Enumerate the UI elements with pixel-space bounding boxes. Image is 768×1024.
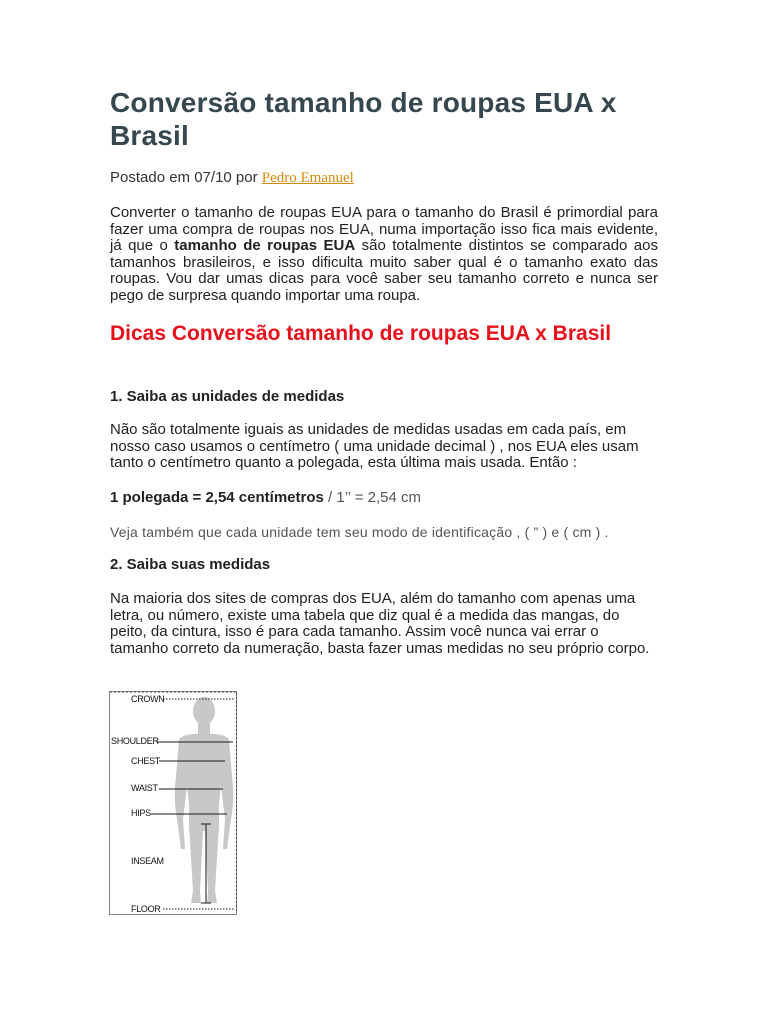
intro-text-2: são totalmente distintos se comparado aos tamanhos brasileiros, e isso dificulta muito saber qual é o tamanho exato das roupas. Vou dar umas dicas para você saber seu tamanho correto e nunca ser pego de surpresa quando importar uma roupa. [110,237,658,304]
conversion-formula [110,489,421,507]
author-link[interactable]: Pedro Emanuel [261,170,354,186]
unit-note: Veja também que cada unidade tem seu modo de identificação , ( ” ) e ( cm ) . [110,524,609,540]
step1-paragraph: Não são totalmente iguais as unidades de medidas usadas em cada país, em nosso caso usamos o centímetro ( uma unidade decimal ) , nos EUA eles usam tanto o centímetro quanto a polegada, esta última mais usada. Então : [110,421,639,472]
label-floor: FLOOR [131,904,161,914]
label-inseam: INSEAM [131,856,164,866]
label-waist: WAIST [131,783,158,793]
label-hips: HIPS [131,808,151,818]
body-measurement-figure [109,691,237,915]
formula-rest: / 1’’ = 2,54 cm [323,489,421,506]
label-shoulder: SHOULDER [111,736,159,746]
step1-heading: 1. Saiba as unidades de medidas [110,388,345,405]
step2-heading: 2. Saiba suas medidas [110,556,271,573]
page-title: Conversão tamanho de roupas EUA x Brasil [110,87,617,151]
intro-bold-keyword: tamanho de roupas EUA [174,237,356,255]
intro-text-1: Converter o tamanho de roupas EUA para o tamanho do Brasil é primordial para fazer uma compra de roupas nos EUA, numa importação isso fica mais evidente, já que o [110,204,658,255]
label-crown: CROWN [131,694,165,704]
label-chest: CHEST [131,756,161,766]
posted-prefix: Postado em 07/10 por [110,169,262,186]
formula-bold: 1 polegada = 2,54 centímetros [110,489,324,506]
intro-paragraph [110,205,658,305]
section-heading: Dicas Conversão tamanho de roupas EUA x Brasil [110,322,612,345]
step2-paragraph: Na maioria dos sites de compras dos EUA, além do tamanho com apenas uma letra, ou número, existe uma tabela que diz qual é a medida das mangas, do peito, da cintura, isso é para cada tamanho. Assim você nunca vai errar o tamanho correto da numeração, basta fazer umas medidas no seu próprio corpo. [110,590,650,657]
post-meta [110,169,354,187]
